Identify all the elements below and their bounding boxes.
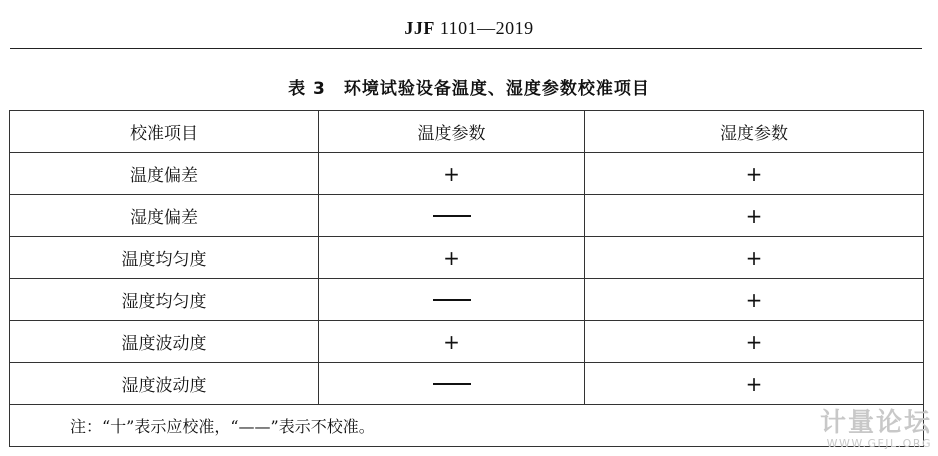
cell-humidity-mark xyxy=(585,237,924,279)
calibration-item-label: 温度偏差 xyxy=(130,166,198,186)
header-cell-temperature: 温度参数 xyxy=(319,111,585,153)
calibrated-plus-mark: + xyxy=(443,245,460,270)
cell-humidity-mark xyxy=(585,153,924,195)
table-row xyxy=(10,153,924,195)
watermark-title: 计量论坛 xyxy=(819,408,932,438)
table-row xyxy=(10,195,924,237)
calibration-item-label: 湿度均匀度 xyxy=(121,292,207,312)
calibrated-plus-mark: + xyxy=(745,245,763,270)
not-calibrated-dash xyxy=(433,299,471,301)
cell-calibration-item xyxy=(10,237,319,279)
cell-temperature-mark xyxy=(319,237,585,279)
cell-temperature-mark xyxy=(319,195,585,237)
cell-temperature-mark xyxy=(319,321,585,363)
header-divider xyxy=(10,48,922,49)
cell-calibration-item xyxy=(10,363,319,405)
table-header-row xyxy=(10,111,924,153)
cell-humidity-mark xyxy=(585,363,924,405)
cell-humidity-mark xyxy=(585,321,924,363)
cell-humidity-mark xyxy=(585,279,924,321)
header-cell-humidity: 湿度参数 xyxy=(585,111,924,153)
table-row xyxy=(10,237,924,279)
header-cell-item: 校准项目 xyxy=(10,111,319,153)
calibrated-plus-mark: + xyxy=(745,287,763,312)
standard-code-number: 1101—2019 xyxy=(434,18,534,38)
calibrated-plus-mark: + xyxy=(745,329,763,354)
calibrated-plus-mark: + xyxy=(443,329,460,354)
calibrated-plus-mark: + xyxy=(443,161,460,186)
table-row xyxy=(10,321,924,363)
standard-code xyxy=(0,18,938,39)
not-calibrated-dash xyxy=(433,215,471,217)
calibration-item-label: 温度均匀度 xyxy=(121,250,207,270)
cell-calibration-item xyxy=(10,195,319,237)
cell-temperature-mark xyxy=(319,153,585,195)
watermark-url: WWW.GFJL.ORG xyxy=(826,437,932,450)
table-row xyxy=(10,363,924,405)
calibrated-plus-mark: + xyxy=(745,371,763,396)
cell-humidity-mark xyxy=(585,195,924,237)
calibration-table xyxy=(9,110,924,447)
standard-code-prefix: JJF xyxy=(404,18,435,38)
site-watermark xyxy=(820,402,932,450)
table-caption: 表 3 环境试验设备温度、湿度参数校准项目 xyxy=(288,79,650,99)
cell-calibration-item xyxy=(10,153,319,195)
cell-temperature-mark xyxy=(319,279,585,321)
not-calibrated-dash xyxy=(433,383,471,385)
cell-calibration-item xyxy=(10,321,319,363)
cell-temperature-mark xyxy=(319,363,585,405)
calibrated-plus-mark: + xyxy=(745,161,763,186)
calibrated-plus-mark: + xyxy=(745,203,763,228)
table-note: 注：“十”表示应校准，“——”表示不校准。 xyxy=(10,405,924,447)
table-note-row xyxy=(10,405,924,447)
calibration-item-label: 温度波动度 xyxy=(121,334,207,354)
cell-calibration-item xyxy=(10,279,319,321)
table-body xyxy=(10,153,924,405)
calibration-item-label: 湿度偏差 xyxy=(130,208,198,228)
table-row xyxy=(10,279,924,321)
calibration-item-label: 湿度波动度 xyxy=(121,376,207,396)
